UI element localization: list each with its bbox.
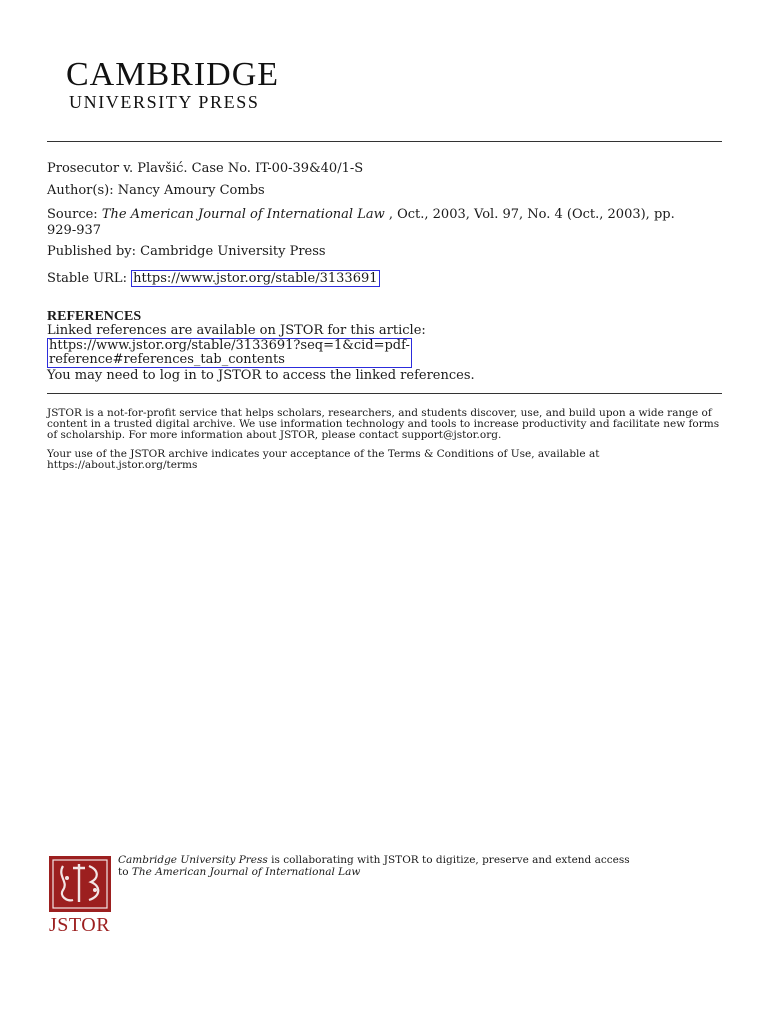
footer-line2 (118, 867, 718, 879)
publisher-name: Cambridge University Press (140, 244, 326, 259)
logo-university-press: UNIVERSITY PRESS (69, 92, 260, 112)
author-label: Author(s): (47, 183, 118, 198)
jstor-logo (49, 856, 115, 937)
footer-journal: The American Journal of International Law (131, 865, 361, 878)
stable-url-label: Stable URL: (47, 271, 132, 286)
references-link-line1: https://www.jstor.org/stable/3133691?seq=1&cid=pdf- (49, 338, 410, 353)
source-details: , Oct., 2003, Vol. 97, No. 4 (Oct., 2003), pp. 929-937 (47, 207, 675, 238)
jstor-emblem-icon (49, 856, 111, 912)
stable-url-link[interactable]: https://www.jstor.org/stable/3133691 (133, 271, 378, 286)
logo-cambridge: CAMBRIDGE (66, 56, 280, 93)
jstor-notice: JSTOR is a not-for-profit service that helps scholars, researchers, and students discover, use, and build upon a wide range of content in a trusted digital archive. We use information technology and tools to increase productivity and facilitate new forms of scholarship. For more information about JSTOR, please contact support@jstor.org. (47, 407, 720, 441)
source-line (47, 207, 707, 239)
footer-to: to (118, 865, 132, 878)
article-title: Prosecutor v. Plavšić. Case No. IT-00-39&40/1-S (47, 161, 364, 176)
references-block (47, 323, 647, 383)
footer-publisher: Cambridge University Press (118, 854, 268, 866)
references-link-line2: reference#references_tab_contents (49, 352, 285, 367)
publisher-line (47, 244, 326, 260)
references-heading: REFERENCES (47, 309, 142, 324)
stable-url-line (47, 271, 380, 287)
publisher-label: Published by: (47, 244, 141, 259)
top-divider (47, 141, 722, 142)
middle-divider (47, 393, 722, 394)
references-login-note: You may need to log in to JSTOR to access the linked references. (47, 368, 475, 383)
author-name: Nancy Amoury Combs (117, 183, 265, 198)
footer-collaboration-text (118, 855, 718, 878)
journal-title: The American Journal of International Law (101, 207, 385, 222)
jstor-wordmark: JSTOR (49, 914, 111, 936)
footer-text1: is collaborating with JSTOR to digitize, preserve and extend access (267, 854, 630, 866)
references-link[interactable] (47, 338, 412, 368)
author-line (47, 183, 265, 199)
source-label: Source: (47, 207, 102, 222)
cambridge-logo (66, 58, 316, 110)
terms-notice: Your use of the JSTOR archive indicates your acceptance of the Terms & Conditions of Use, available at https://about.jstor.org/terms (47, 448, 600, 471)
references-intro: Linked references are available on JSTOR for this article: (47, 323, 426, 338)
